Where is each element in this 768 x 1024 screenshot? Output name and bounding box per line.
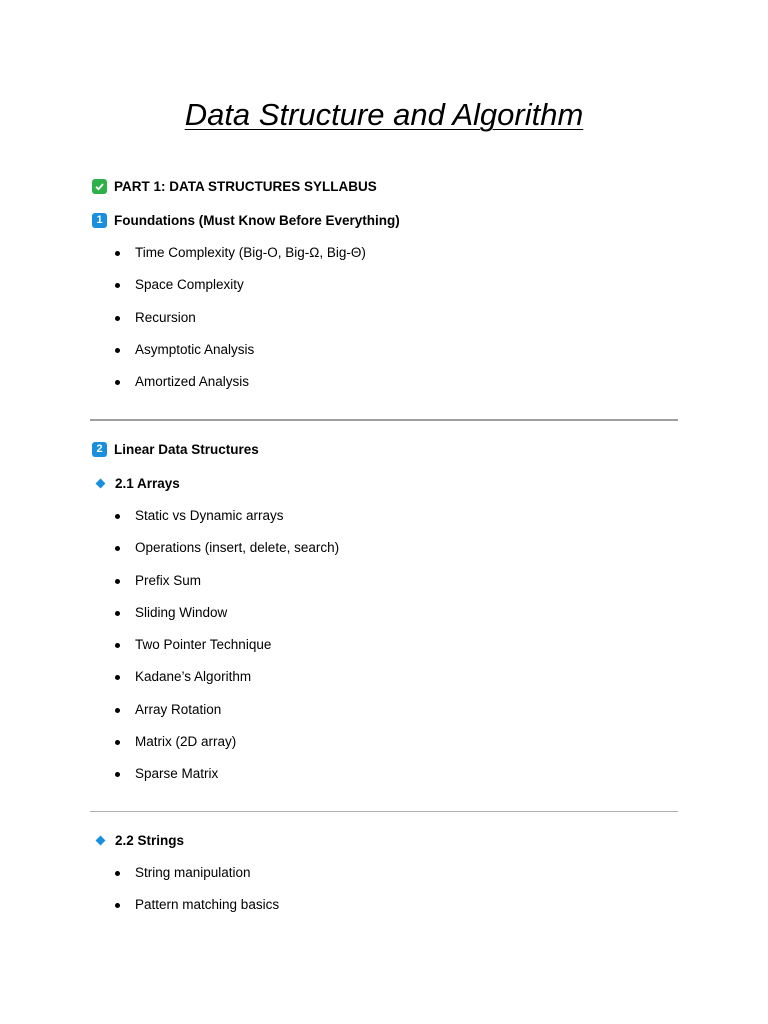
list-item: Static vs Dynamic arrays [113, 506, 339, 538]
strings-heading [92, 830, 184, 850]
bullet-icon [115, 283, 120, 288]
blue-diamond-icon [96, 835, 106, 845]
list-item: Recursion [113, 308, 366, 340]
section2-heading [92, 439, 259, 459]
strings-list [113, 863, 279, 928]
bullet-icon [115, 871, 120, 876]
list-item: Kadane’s Algorithm [113, 667, 339, 699]
keycap-one-icon: 1 [92, 213, 107, 228]
document-title: Data Structure and Algorithm [184, 97, 584, 132]
bullet-icon [115, 348, 120, 353]
blue-diamond-icon [96, 478, 106, 488]
list-item: Pattern matching basics [113, 895, 279, 927]
list-item: String manipulation [113, 863, 279, 895]
strings-label: 2.2 Strings [115, 832, 185, 848]
list-item: Array Rotation [113, 700, 339, 732]
bullet-icon [115, 579, 120, 584]
bullet-icon [115, 611, 120, 616]
bullet-icon [115, 675, 120, 680]
horizontal-rule [90, 811, 678, 812]
bullet-icon [115, 708, 120, 713]
horizontal-rule [90, 419, 678, 421]
foundations-list [113, 243, 366, 404]
list-item: Time Complexity (Big-O, Big-Ω, Big-Θ) [113, 243, 366, 275]
part1-heading [92, 176, 377, 196]
arrays-heading [92, 473, 180, 493]
bullet-icon [115, 316, 120, 321]
list-item: Matrix (2D array) [113, 732, 339, 764]
list-item: Asymptotic Analysis [113, 340, 366, 372]
section1-heading [92, 210, 400, 230]
list-item: Prefix Sum [113, 571, 339, 603]
bullet-icon [115, 251, 120, 256]
arrays-label: 2.1 Arrays [115, 475, 180, 491]
part1-label: PART 1: DATA STRUCTURES SYLLABUS [114, 178, 377, 194]
bullet-icon [115, 380, 120, 385]
list-item: Sliding Window [113, 603, 339, 635]
section2-label: Linear Data Structures [114, 441, 259, 457]
list-item: Amortized Analysis [113, 372, 366, 404]
list-item: Sparse Matrix [113, 764, 339, 796]
bullet-icon [115, 643, 120, 648]
check-mark-icon [92, 179, 107, 194]
keycap-two-icon: 2 [92, 442, 107, 457]
arrays-list [113, 506, 339, 797]
bullet-icon [115, 903, 120, 908]
bullet-icon [115, 772, 120, 777]
section1-label: Foundations (Must Know Before Everything) [114, 212, 400, 228]
list-item: Space Complexity [113, 275, 366, 307]
list-item: Operations (insert, delete, search) [113, 538, 339, 570]
bullet-icon [115, 546, 120, 551]
list-item: Two Pointer Technique [113, 635, 339, 667]
bullet-icon [115, 740, 120, 745]
bullet-icon [115, 514, 120, 519]
